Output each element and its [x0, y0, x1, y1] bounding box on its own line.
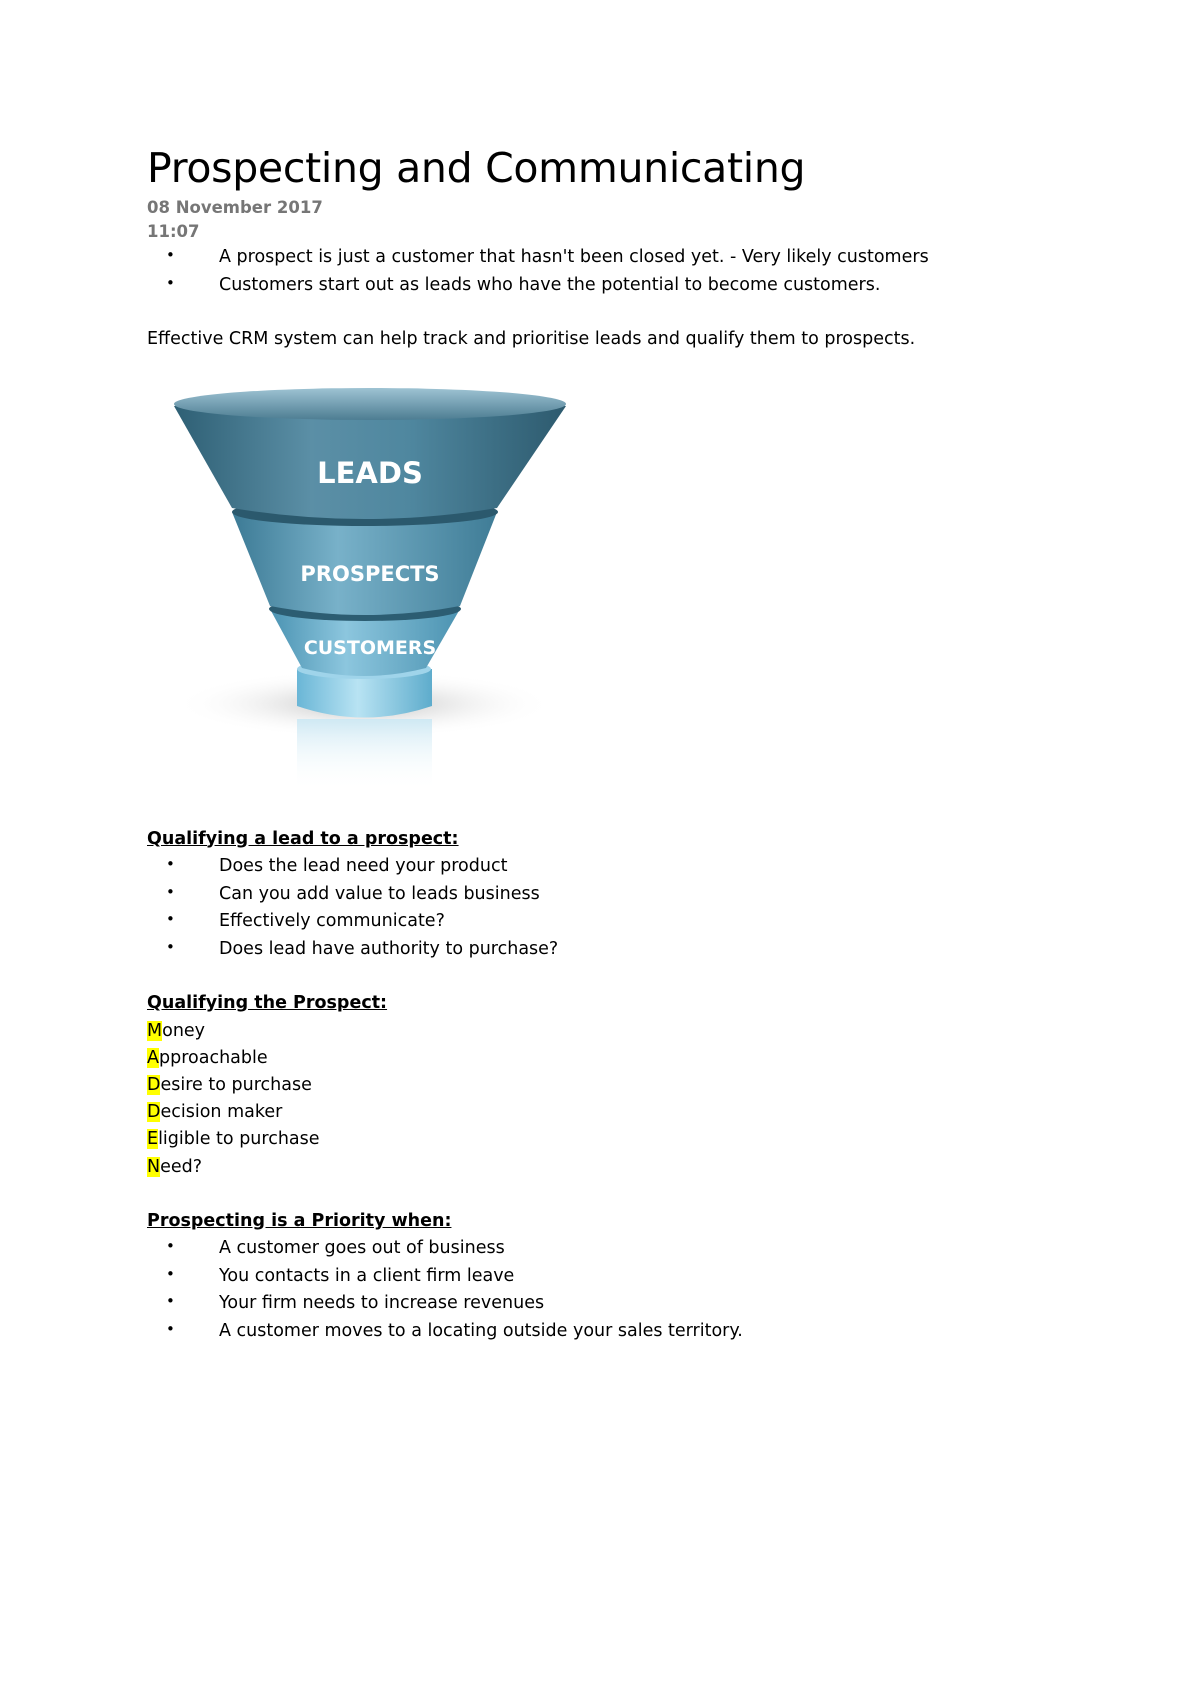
intro-bullet-list — [147, 244, 1107, 299]
list-item: • Can you add value to leads business — [166, 882, 540, 904]
list-item: • Effectively communicate? — [166, 910, 445, 931]
bullet-icon: • — [166, 1319, 175, 1338]
bullet-icon: • — [166, 855, 175, 873]
section-heading: Qualifying a lead to a prospect: — [147, 828, 459, 849]
sales-funnel-image — [174, 384, 569, 794]
highlighted-initial: M — [147, 1020, 163, 1041]
bullet-icon: • — [166, 937, 175, 956]
funnel-label-customers: CUSTOMERS — [303, 636, 437, 659]
document-page — [147, 140, 1107, 1345]
list-item: Eligible to purchase — [147, 1129, 320, 1150]
funnel-rim — [174, 388, 566, 420]
highlighted-initial: D — [147, 1102, 161, 1123]
list-item: Money — [147, 1020, 206, 1041]
section-heading: Prospecting is a Priority when: — [147, 1210, 452, 1231]
bullet-icon: • — [166, 910, 175, 928]
highlighted-initial: E — [147, 1129, 159, 1150]
list-item: Decision maker — [147, 1102, 283, 1123]
list-item: • Your firm needs to increase revenues — [166, 1292, 545, 1314]
stem-reflection — [297, 719, 432, 791]
bullet-icon: • — [166, 246, 175, 264]
bullet-icon: • — [166, 1237, 175, 1256]
list-item: • A prospect is just a customer that hasn't been closed yet. - Very likely customers — [166, 246, 929, 267]
qualifying-lead-list — [147, 853, 1107, 963]
list-item: • A customer moves to a locating outside your sales territory. — [166, 1319, 743, 1341]
bullet-icon: • — [166, 1264, 175, 1283]
list-item: • Customers start out as leads who have the potential to become customers. — [166, 273, 881, 295]
note-date: 08 November 2017 — [147, 198, 323, 217]
qualifying-lead-section — [147, 826, 1107, 964]
list-item: • You contacts in a client firm leave — [166, 1264, 515, 1286]
list-item: • Does the lead need your product — [166, 855, 508, 876]
funnel-graphic — [174, 384, 569, 794]
list-item: Approachable — [147, 1047, 268, 1068]
list-item: Need? — [147, 1156, 203, 1177]
bullet-icon: • — [166, 882, 175, 901]
qualifying-prospect-section — [147, 990, 1107, 1181]
list-item: • A customer goes out of business — [166, 1237, 505, 1259]
list-item: Desire to purchase — [147, 1074, 312, 1095]
note-time: 11:07 — [147, 222, 200, 241]
bullet-icon: • — [166, 1292, 175, 1311]
page-title: Prospecting and Communicating — [147, 144, 806, 192]
madden-acronym-list — [147, 1018, 1107, 1181]
funnel-label-prospects: PROSPECTS — [300, 561, 440, 586]
bullet-icon: • — [166, 273, 175, 292]
highlighted-initial: N — [147, 1156, 161, 1177]
priority-section — [147, 1208, 1107, 1346]
section-heading: Qualifying the Prospect: — [147, 993, 388, 1013]
priority-list — [147, 1235, 1107, 1345]
funnel-label-leads: LEADS — [317, 455, 423, 490]
highlighted-initial: D — [147, 1074, 161, 1095]
crm-paragraph: Effective CRM system can help track and prioritise leads and qualify them to prospects. — [147, 329, 916, 349]
highlighted-initial: A — [147, 1047, 159, 1068]
list-item: • Does lead have authority to purchase? — [166, 937, 559, 959]
